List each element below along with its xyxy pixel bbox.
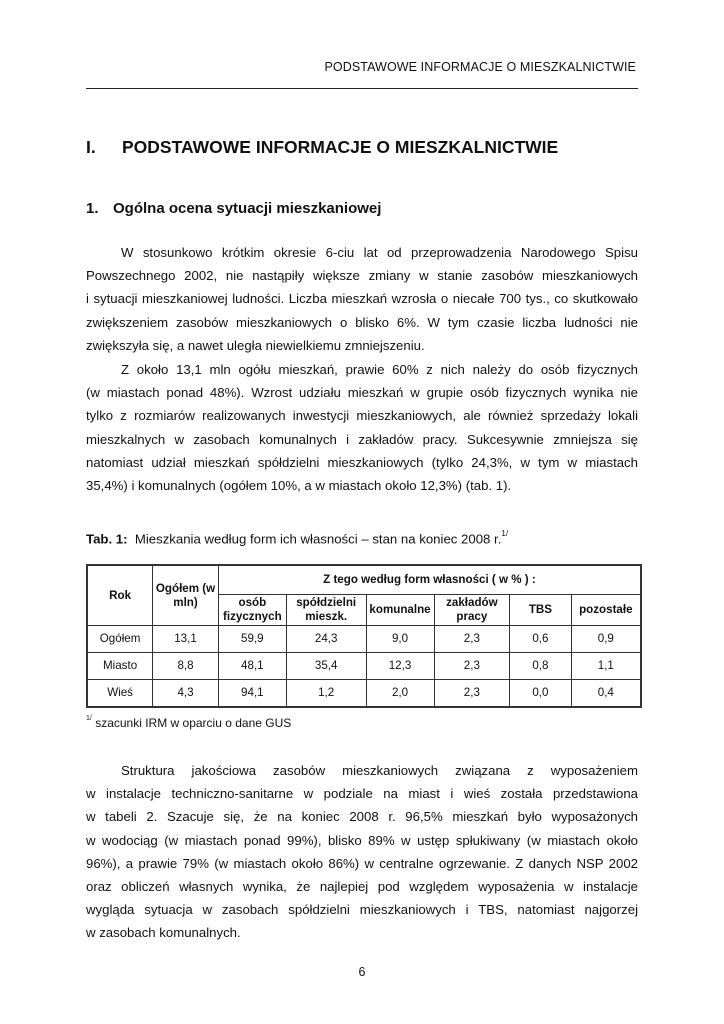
row-label: Ogółem (87, 626, 153, 653)
header-pozostale: pozostałe (571, 595, 641, 626)
table-cell: 0,4 (571, 680, 641, 708)
paragraph-line: w instalacje techniczno-sanitarne w podziale na miast i wieś została przedstawiona (86, 786, 638, 802)
paragraph-line: (w miastach ponad 48%). Wzrost udziału mieszkań w grupie osób fizycznych wynika nie (86, 385, 638, 401)
paragraph-line: mieszkalnych w zasobach komunalnych i zakładów pracy. Sukcesywnie zmniejsza się (86, 431, 638, 447)
table-cell: 8,8 (153, 653, 219, 680)
table-cell: 4,3 (153, 680, 219, 708)
table-cell: 0,6 (510, 626, 571, 653)
row-label: Miasto (87, 653, 153, 680)
paragraph-line: oraz obliczeń własnych wynika, że najlepiej pod względem wyposażenia w instalacje (86, 879, 638, 895)
footnote-text: szacunki IRM w oparciu o dane GUS (95, 716, 292, 730)
chapter-title-text: PODSTAWOWE INFORMACJE O MIESZKALNICTWIE (122, 137, 559, 157)
table-cell: 0,9 (571, 626, 641, 653)
table-cell: 2,0 (366, 680, 434, 708)
section-title-text: Ogólna ocena sytuacji mieszkaniowej (113, 200, 382, 217)
header-tbs: TBS (510, 595, 571, 626)
paragraph-2 (86, 358, 638, 497)
header-divider (86, 88, 638, 89)
paragraph-line: w tabeli 2. Szacuje się, że na koniec 2008 r. 96,5% mieszkań było wyposażonych (86, 809, 638, 825)
paragraph-line: 96%), a prawie 79% (w miastach około 86%) w centralne ogrzewanie. Z danych NSP 2002 (86, 855, 638, 871)
ownership-table (86, 564, 642, 708)
table-footnote (86, 716, 291, 730)
table-caption-footnote-mark: 1/ (501, 529, 509, 538)
header-ownership-group: Z tego według form własności ( w % ) : (218, 565, 641, 595)
paragraph-line: w wodociąg (w miastach ponad 99%), blisko 89% w ustęp spłukiwany (w miastach około (86, 832, 638, 848)
row-label: Wieś (87, 680, 153, 708)
table-row (87, 680, 641, 708)
table-cell: 1,2 (286, 680, 366, 708)
page-number: 6 (358, 965, 366, 979)
paragraph-line: natomiast udział mieszkań spółdzielni mieszkaniowych (tylko 24,3%, w tym w miastach (86, 454, 638, 470)
section-number: 1. (86, 200, 99, 217)
paragraph-line: zwiększyła się, a nawet uległa niewielkiemu zmniejszeniu. (86, 337, 425, 353)
header-total: Ogółem (w mln) (153, 565, 219, 626)
table-caption-text: Mieszkania według form ich własności – stan na koniec 2008 r. (134, 531, 502, 547)
table-cell: 2,3 (434, 653, 510, 680)
header-zakladow-pracy: zakładów pracy (434, 595, 510, 626)
table-cell: 24,3 (286, 626, 366, 653)
table-cell: 94,1 (218, 680, 286, 708)
paragraph-line: W stosunkowo krótkim okresie 6-ciu lat od przeprowadzenia Narodowego Spisu (121, 245, 638, 260)
table-cell: 59,9 (218, 626, 286, 653)
paragraph-line: w zasobach komunalnych. (86, 925, 241, 941)
paragraph-1 (86, 241, 638, 357)
paragraph-line: 35,4%) i komunalnych (ogółem 10%, a w miastach około 12,3%) (tab. 1). (86, 478, 512, 494)
header-spoldzielni: spółdzielni mieszk. (286, 595, 366, 626)
paragraph-line: wygląda sytuacja w zasobach spółdzielni mieszkaniowych i TBS, natomiast najgorzej (86, 902, 638, 918)
table-cell: 35,4 (286, 653, 366, 680)
paragraph-line: i sytuacji mieszkaniowej ludności. Liczba mieszkań wzrosła o niecałe 700 tys., co skutkowało (86, 291, 638, 307)
paragraph-line: Struktura jakościowa zasobów mieszkaniowych związana z wyposażeniem (121, 763, 638, 778)
table-caption (86, 531, 508, 546)
table-cell: 0,0 (510, 680, 571, 708)
table-caption-label: Tab. 1: (86, 531, 128, 547)
table-cell: 48,1 (218, 653, 286, 680)
table-cell: 1,1 (571, 653, 641, 680)
header-osob-fizycznych: osób fizycznych (218, 595, 286, 626)
table-cell: 2,3 (434, 680, 510, 708)
running-header: PODSTAWOWE INFORMACJE O MIESZKALNICTWIE (324, 60, 636, 74)
paragraph-line: Powszechnego 2002, nie nastąpiły większe zmiany w stanie zasobów mieszkaniowych (86, 268, 638, 284)
table-cell: 13,1 (153, 626, 219, 653)
header-komunalne: komunalne (366, 595, 434, 626)
table-cell: 2,3 (434, 626, 510, 653)
table-cell: 9,0 (366, 626, 434, 653)
footnote-mark: 1/ (86, 715, 92, 722)
paragraph-line: Z około 13,1 mln ogółu mieszkań, prawie 60% z nich należy do osób fizycznych (121, 362, 638, 377)
paragraph-3 (86, 759, 638, 945)
table-row (87, 626, 641, 653)
header-rok: Rok (87, 565, 153, 626)
table-row (87, 653, 641, 680)
chapter-number: I. (86, 137, 96, 157)
paragraph-line: tylko z rozmiarów realizowanych inwestycji mieszkaniowych, ale również sprzedaży lokali (86, 408, 638, 424)
section-title (86, 200, 381, 217)
table-cell: 0,8 (510, 653, 571, 680)
paragraph-line: zwiększeniem zasobów mieszkaniowych o blisko 6%. W tym czasie liczba ludności nie (86, 314, 638, 330)
chapter-title (86, 137, 558, 158)
table-cell: 12,3 (366, 653, 434, 680)
